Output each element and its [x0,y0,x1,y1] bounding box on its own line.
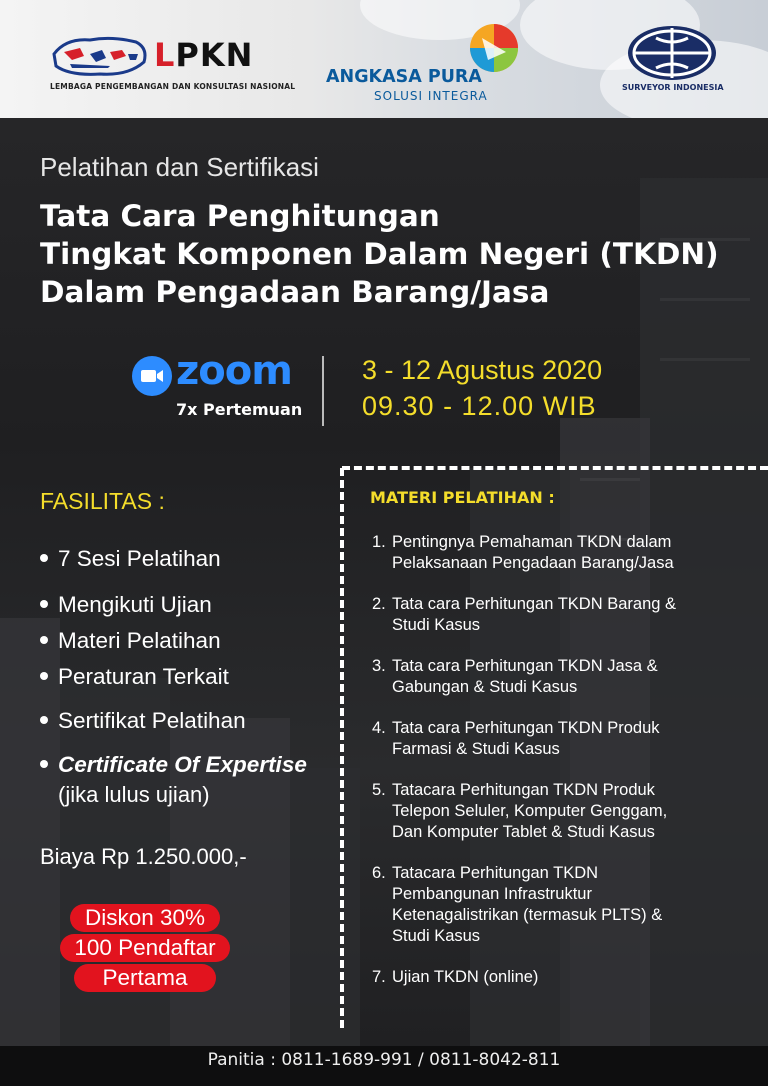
facility-item: 7 Sesi Pelatihan [40,546,221,572]
material-item: 2. Tata cara Perhitungan TKDN Barang & Studi Kasus [372,595,677,634]
surveyor-globe-icon [626,24,718,82]
materials-list [372,532,752,1008]
title-line: Tingkat Komponen Dalam Negeri (TKDN) [40,237,719,271]
material-item: 6. Tatacara Perhitungan TKDN Pembangunan Infrastruktur Ketenagalistrikan (termasuk PLTS) & Studi Kasus [372,864,663,945]
facility-note: (jika lulus ujian) [58,782,210,807]
event-time: 09.30 - 12.00 WIB [362,391,597,421]
promo-line: Diskon 30% [70,904,220,932]
meeting-count: 7x Pertemuan [176,400,303,419]
event-title [40,197,740,311]
promo-line: Pertama [74,964,216,992]
materials-title: MATERI PELATIHAN : [370,488,555,507]
facility-item: Mengikuti Ujian [40,592,212,618]
lpkn-wordmark: LPKN [154,36,254,74]
material-item: 7. Ujian TKDN (online) [372,968,539,986]
angkasa-pura-subtitle: SOLUSI INTEGRA [374,89,488,103]
material-item: 5. Tatacara Perhitungan TKDN Produk Telepon Seluler, Komputer Genggam, Dan Komputer Tablet & Studi Kasus [372,781,668,841]
footer-contact: Panitia : 0811-1689-991 / 0811-8042-811 [0,1046,768,1086]
angkasa-pura-name: ANGKASA PURA [326,67,482,87]
video-camera-icon [132,356,172,396]
facility-item: Certificate Of Expertise [40,752,307,778]
title-line: Tata Cara Penghitungan [40,199,440,233]
divider-line [322,356,324,426]
lpkn-subtitle: LEMBAGA PENGEMBANGAN DAN KONSULTASI NASIONAL [50,82,296,91]
lpkn-logo [50,30,296,96]
zoom-wordmark: zoom [176,348,292,394]
price: Biaya Rp 1.250.000,- [40,844,247,869]
facility-item: Peraturan Terkait [40,664,229,690]
facilities-title: FASILITAS : [40,488,165,514]
dashed-divider-left [340,468,344,1028]
zoom-block [132,348,303,422]
promo-badge [60,904,230,994]
title-line: Dalam Pengadaan Barang/Jasa [40,275,550,309]
event-kicker: Pelatihan dan Sertifikasi [40,152,319,182]
event-date: 3 - 12 Agustus 2020 [362,355,603,385]
facility-item: Materi Pelatihan [40,628,221,654]
indonesia-map-icon [50,32,150,80]
material-item: 1. Pentingnya Pemahaman TKDN dalam Pelaksanaan Pengadaan Barang/Jasa [372,533,674,572]
material-item: 3. Tata cara Perhitungan TKDN Jasa & Gabungan & Studi Kasus [372,657,658,696]
surveyor-subtitle: SURVEYOR INDONESIA [622,83,724,92]
facility-item: Sertifikat Pelatihan [40,708,246,734]
promo-line: 100 Pendaftar [60,934,230,962]
surveyor-indonesia-logo [612,24,732,99]
material-item: 4. Tata cara Perhitungan TKDN Produk Farmasi & Studi Kasus [372,719,660,758]
dashed-divider-top [342,466,768,470]
angkasa-pura-logo [318,22,528,112]
